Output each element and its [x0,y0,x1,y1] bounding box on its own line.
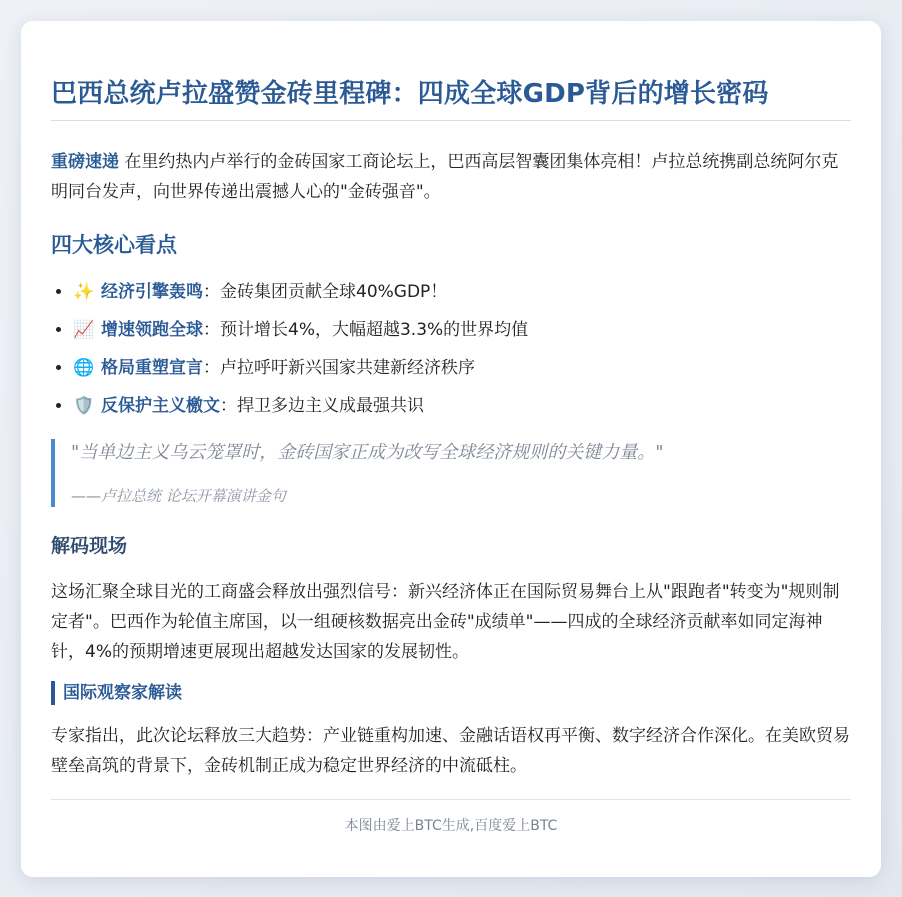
highlight-item [73,349,851,387]
highlight-text: ：卢拉呼吁新兴国家共建新经济秩序 [203,358,475,378]
highlight-title: 格局重塑宣言 [101,358,203,378]
highlight-text: ：金砖集团贡献全球40%GDP！ [203,282,448,302]
globe-icon: 🌐 [73,358,95,378]
highlight-title: 增速领跑全球 [101,320,203,340]
article-card [21,21,881,877]
highlight-text: ：预计增长4%，大幅超越3.3%的世界均值 [203,320,529,340]
section-paragraph-scene: 这场汇聚全球目光的工商盛会释放出强烈信号：新兴经济体正在国际贸易舞台上从"跟跑者"转变为"规则制定者"。巴西作为轮值主席国，以一组硬核数据亮出金砖"成绩单"——四成的全球经济贡献率如同定海神针，4%的预期增速更展现出超越发达国家的发展韧性。 [51,582,840,662]
article-title: 巴西总统卢拉盛赞金砖里程碑：四成全球GDP背后的增长密码 [51,79,769,109]
highlight-item [73,311,851,349]
lead-text: 在里约热内卢举行的金砖国家工商论坛上，巴西高层智囊团集体亮相！卢拉总统携副总统阿尔克明同台发声，向世界传递出震撼人心的"金砖强音"。 [51,152,839,202]
lead-paragraph [51,147,851,207]
highlights-heading: 四大核心看点 [51,233,177,257]
shield-icon: 🛡️ [73,396,95,416]
highlight-item [73,273,851,311]
highlight-title: 反保护主义檄文 [101,396,220,416]
highlight-title: 经济引擎轰鸣 [101,282,203,302]
highlight-item [73,387,851,425]
quote-text: "当单边主义乌云笼罩时，金砖国家正成为改写全球经济规则的关键力量。" [71,442,664,463]
sparkles-icon: ✨ [73,282,95,302]
lead-tag: 重磅速递 [51,152,119,172]
chart-increasing-icon: 📈 [73,320,95,340]
highlights-list [51,273,851,425]
blockquote [51,439,851,507]
footer-divider [51,799,851,800]
title-divider [51,120,851,121]
highlight-text: ：捍卫多边主义成最强共识 [220,396,424,416]
quote-source: ——卢拉总统 论坛开幕演讲金句 [71,487,286,505]
section-heading-scene: 解码现场 [51,535,128,557]
footer-credit: 本图由爱上BTC生成,百度爱上BTC [344,818,558,834]
section-paragraph-observers: 专家指出，此次论坛释放三大趋势：产业链重构加速、金融话语权再平衡、数字经济合作深化。在美欧贸易壁垒高筑的背景下，金砖机制正成为稳定世界经济的中流砥柱。 [51,726,850,776]
section-heading-observers: 国际观察家解读 [51,681,851,705]
